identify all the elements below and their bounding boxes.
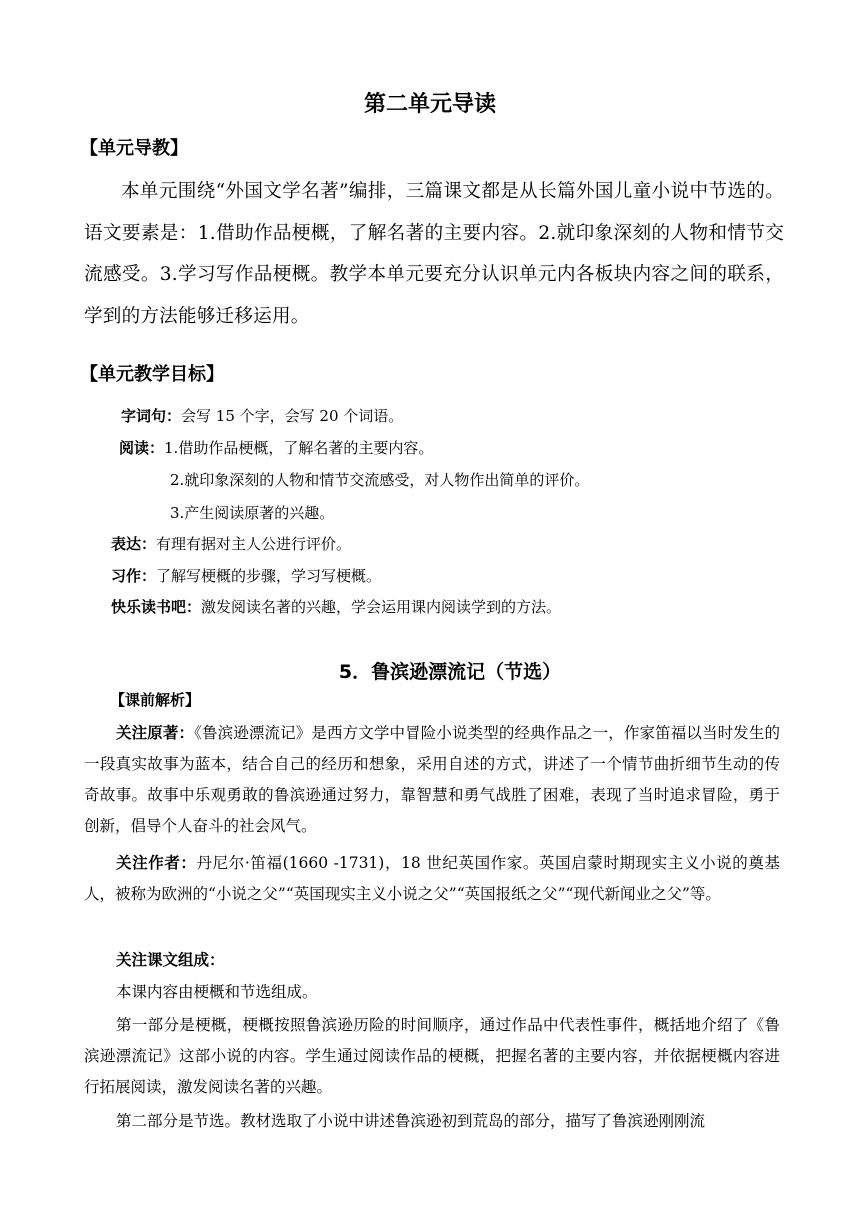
goal-writing-label: 习作： [111,567,157,585]
author-paragraph [84,848,780,910]
goal-reading-bar-text: 激发阅读名著的兴趣，学会运用课内阅读学到的方法。 [201,598,562,616]
goal-reading-1: 1.借助作品梗概，了解名著的主要内容。 [164,439,434,457]
composition-label: 关注课文组成： [116,951,225,969]
goal-words-text: 会写 15 个字，会写 20 个词语。 [181,407,404,425]
goal-writing [111,565,381,587]
goal-reading-bar [111,596,561,618]
goal-reading-2: 2.就印象深刻的人物和情节交流感受，对人物作出简单的评价。 [170,471,590,489]
analysis-header: 【课前解析】 [110,691,201,709]
original-label: 关注原著： [116,724,195,742]
goals-header: 【单元教学目标】 [80,364,224,385]
part2-paragraph: 第二部分是节选。教材选取了小说中讲述鲁滨逊初到荒岛的部分，描写了鲁滨逊刚刚流 [116,1112,706,1130]
composition-intro: 本课内容由梗概和节选组成。 [116,983,318,1001]
goal-reading-bar-label: 快乐读书吧： [111,598,202,616]
goal-writing-text: 了解写梗概的步骤，学习写梗概。 [156,567,382,585]
goal-reading [119,437,433,459]
goal-words [121,405,403,427]
lesson-title: 5．鲁滨逊漂流记（节选） [338,661,562,683]
guide-header: 【单元导教】 [80,138,188,159]
page-title: 第二单元导读 [363,92,496,117]
guide-paragraph: 本单元围绕“外国文学名著”编排，三篇课文都是从长篇外国儿童小说中节选的。语文要素是：1.借助作品梗概，了解名著的主要内容。2.就印象深刻的人物和情节交流感受。3.学习写作品梗概。教学本单元要充分认识单元内各板块内容之间的联系，学到的方法能够迁移运用。 [84,181,784,327]
author-text: 丹尼尔·笛福(1660 -1731)，18 世纪英国作家。英国启蒙时期现实主义小说的奠基人，被称为欧洲的“小说之父”“英国现实主义小说之父”“英国报纸之父”“现代新闻业之父”等。 [84,854,780,903]
goal-express [111,533,351,555]
composition-heading [84,945,780,976]
part1-paragraph: 第一部分是梗概，梗概按照鲁滨逊历险的时间顺序，通过作品中代表性事件，概括地介绍了《鲁滨逊漂流记》这部小说的内容。学生通过阅读作品的梗概，把握名著的主要内容，并依据梗概内容进行拓展阅读，激发阅读名著的兴趣。 [84,1016,780,1096]
goal-words-label: 字词句： [121,407,182,425]
original-text: 《鲁滨逊漂流记》是西方文学中冒险小说类型的经典作品之一，作家笛福以当时发生的一段真实故事为蓝本，结合自己的经历和想象，采用自述的方式，讲述了一个情节曲折细节生动的传奇故事。故事中乐观勇敢的鲁滨逊通过努力，靠智慧和勇气战胜了困难，表现了当时追求冒险，勇于创新，倡导个人奋斗的社会风气。 [84,724,780,835]
goal-reading-3: 3.产生阅读原著的兴趣。 [170,504,335,522]
goal-reading-label: 阅读： [119,439,165,457]
goal-express-label: 表达： [111,535,157,553]
goal-express-text: 有理有据对主人公进行评价。 [156,535,352,553]
original-paragraph [84,718,780,842]
author-label: 关注作者： [116,854,197,872]
